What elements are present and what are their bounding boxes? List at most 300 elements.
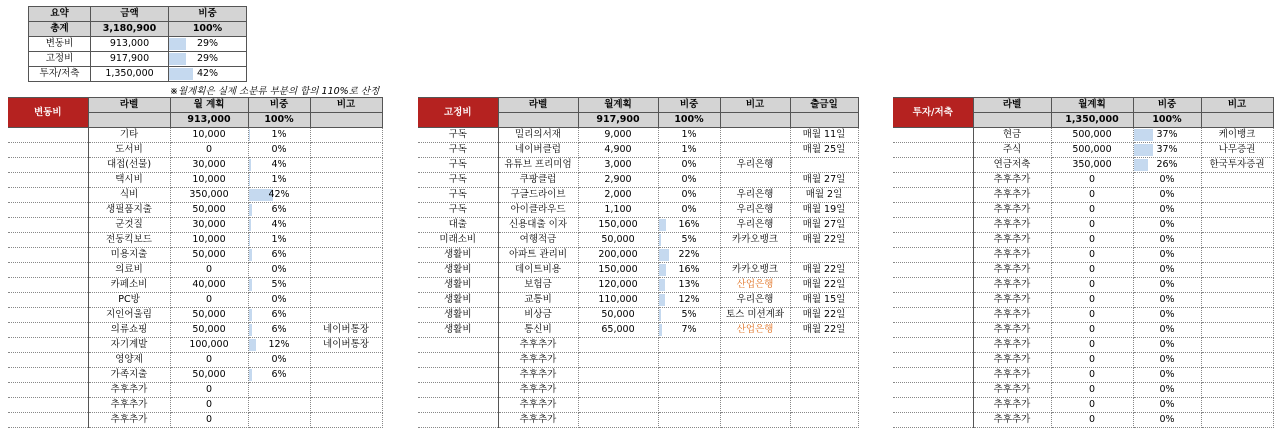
variable-row: [8, 218, 382, 233]
variable-row-amount: 30,000: [170, 158, 248, 173]
variable-row-label: 의료비: [88, 263, 170, 278]
fixed-row: [418, 413, 858, 428]
invest-row-label: 주식: [973, 143, 1051, 158]
variable-row-pct: [248, 413, 310, 428]
fixed-row-label: 비상금: [498, 308, 578, 323]
invest-total-pct: 100%: [1133, 113, 1201, 128]
fixed-row-label: 여행적금: [498, 233, 578, 248]
percent-bar: [659, 234, 661, 246]
variable-row-amount: 0: [170, 143, 248, 158]
fixed-row-label: 쿠팡클럽: [498, 173, 578, 188]
fixed-row: [418, 398, 858, 413]
variable-row-category: [8, 368, 88, 383]
fixed-row-amount: 3,000: [578, 158, 658, 173]
fixed-row-day: 매월 15일: [790, 293, 858, 308]
invest-row-pct: [1133, 248, 1201, 263]
percent-value: 7%: [681, 324, 697, 335]
invest-row-pct: [1133, 413, 1201, 428]
invest-row-note: [1201, 368, 1273, 383]
percent-value: 0%: [1159, 354, 1175, 365]
variable-row-amount: 0: [170, 263, 248, 278]
fixed-total-note: [720, 113, 790, 128]
invest-row: [893, 353, 1273, 368]
fixed-total-amount: 917,900: [578, 113, 658, 128]
invest-row-pct: [1133, 308, 1201, 323]
fixed-row-label: 추후추가: [498, 383, 578, 398]
invest-row-amount: 0: [1051, 353, 1133, 368]
percent-value: 0%: [1159, 264, 1175, 275]
variable-row-note: [310, 278, 382, 293]
summary-pct: 100%: [169, 22, 247, 37]
fixed-row: [418, 323, 858, 338]
summary-row: [29, 37, 247, 52]
fixed-row-pct: [658, 338, 720, 353]
invest-row-note: [1201, 353, 1273, 368]
percent-bar: [249, 174, 250, 186]
variable-row-label: 택시비: [88, 173, 170, 188]
variable-row: [8, 248, 382, 263]
invest-row: [893, 263, 1273, 278]
percent-value: 1%: [271, 234, 287, 245]
invest-row-category: [893, 158, 973, 173]
variable-row: [8, 143, 382, 158]
percent-value: 5%: [681, 234, 697, 245]
fixed-row-amount: 9,000: [578, 128, 658, 143]
invest-row-note: [1201, 278, 1273, 293]
invest-row-amount: 0: [1051, 413, 1133, 428]
fixed-row-note: [720, 248, 790, 263]
invest-row-amount: 0: [1051, 383, 1133, 398]
variable-row: [8, 128, 382, 143]
fixed-row-category: 구독: [418, 158, 498, 173]
variable-header-note: 비고: [310, 98, 382, 113]
invest-row-pct: [1133, 338, 1201, 353]
variable-row-pct: [248, 158, 310, 173]
fixed-row: [418, 308, 858, 323]
variable-header-row: [8, 98, 382, 113]
plan-note: ※월계획은 실제 소분류 부분의 합의 110%로 산정: [170, 86, 380, 97]
fixed-row-category: 대출: [418, 218, 498, 233]
fixed-row-amount: 110,000: [578, 293, 658, 308]
fixed-total-pct: 100%: [658, 113, 720, 128]
fixed-row-amount: 150,000: [578, 263, 658, 278]
invest-row-category: [893, 398, 973, 413]
fixed-row-note: [720, 128, 790, 143]
invest-row-note: [1201, 413, 1273, 428]
fixed-row-day: [790, 158, 858, 173]
fixed-row-category: 생활비: [418, 278, 498, 293]
variable-row-amount: 50,000: [170, 308, 248, 323]
fixed-row-label: 교통비: [498, 293, 578, 308]
fixed-row-note: 우리은행: [720, 203, 790, 218]
fixed-row-amount: [578, 383, 658, 398]
percent-value: 4%: [271, 219, 287, 230]
invest-row-pct: [1133, 383, 1201, 398]
fixed-row-day: 매월 22일: [790, 233, 858, 248]
variable-row-category: [8, 398, 88, 413]
variable-row: [8, 188, 382, 203]
invest-row-pct: [1133, 353, 1201, 368]
percent-value: 37%: [1156, 144, 1178, 155]
variable-row-pct: [248, 338, 310, 353]
summary-table: [28, 6, 247, 82]
percent-value: 0%: [1159, 219, 1175, 230]
percent-value: 0%: [1159, 174, 1175, 185]
summary-row: [29, 52, 247, 67]
invest-row-category: [893, 278, 973, 293]
variable-row-label: 가족지출: [88, 368, 170, 383]
fixed-row-category: [418, 368, 498, 383]
fixed-row-note: [720, 173, 790, 188]
invest-row-category: [893, 308, 973, 323]
fixed-row: [418, 383, 858, 398]
percent-value: 0%: [1159, 309, 1175, 320]
fixed-row-day: [790, 353, 858, 368]
fixed-header-label: 라벨: [498, 98, 578, 113]
variable-header-pct: 비중: [248, 98, 310, 113]
percent-value: 0%: [1159, 279, 1175, 290]
percent-bar: [659, 264, 666, 276]
invest-row-amount: 0: [1051, 278, 1133, 293]
variable-row-note: [310, 353, 382, 368]
fixed-total-label: [498, 113, 578, 128]
variable-row-label: 미용지출: [88, 248, 170, 263]
invest-row-label: 연금저축: [973, 158, 1051, 173]
percent-value: 6%: [271, 249, 287, 260]
variable-row-pct: [248, 143, 310, 158]
variable-row-note: [310, 218, 382, 233]
variable-row-pct: [248, 203, 310, 218]
percent-value: 0%: [1159, 414, 1175, 425]
fixed-row-amount: 4,900: [578, 143, 658, 158]
invest-row-pct: [1133, 188, 1201, 203]
invest-row-label: 추후추가: [973, 203, 1051, 218]
variable-row-note: [310, 233, 382, 248]
fixed-row-day: [790, 413, 858, 428]
fixed-row-pct: [658, 293, 720, 308]
invest-row-amount: 0: [1051, 323, 1133, 338]
invest-row-label: 추후추가: [973, 353, 1051, 368]
percent-value: 37%: [1156, 129, 1178, 140]
invest-row-pct: [1133, 233, 1201, 248]
variable-total-label: [88, 113, 170, 128]
invest-row-label: 추후추가: [973, 338, 1051, 353]
percent-bar: [249, 309, 252, 321]
fixed-row-pct: [658, 353, 720, 368]
invest-row-label: 추후추가: [973, 398, 1051, 413]
invest-table: [893, 97, 1274, 428]
fixed-row-label: 데이트비용: [498, 263, 578, 278]
fixed-row-pct: [658, 383, 720, 398]
variable-row-note: [310, 368, 382, 383]
variable-row-pct: [248, 188, 310, 203]
percent-bar: [249, 369, 252, 381]
percent-value: 0%: [271, 264, 287, 275]
summary-pct: [169, 37, 247, 52]
invest-row: [893, 323, 1273, 338]
summary-label: 고정비: [29, 52, 91, 67]
variable-row-note: [310, 398, 382, 413]
variable-row: [8, 173, 382, 188]
percent-value: 0%: [271, 144, 287, 155]
variable-row-label: 추후추가: [88, 413, 170, 428]
variable-header-amount: 월 계획: [170, 98, 248, 113]
invest-row-amount: 0: [1051, 203, 1133, 218]
invest-row-amount: 0: [1051, 233, 1133, 248]
variable-row-note: [310, 158, 382, 173]
invest-row-note: [1201, 218, 1273, 233]
percent-value: 0%: [1159, 234, 1175, 245]
invest-row-note: [1201, 308, 1273, 323]
invest-row-pct: [1133, 218, 1201, 233]
fixed-row: [418, 248, 858, 263]
percent-value: 6%: [271, 204, 287, 215]
percent-value: 0%: [1159, 294, 1175, 305]
variable-row-amount: 0: [170, 353, 248, 368]
fixed-row: [418, 263, 858, 278]
percent-bar: [249, 324, 252, 336]
invest-row-category: [893, 338, 973, 353]
fixed-row: [418, 278, 858, 293]
invest-row: [893, 338, 1273, 353]
invest-row-amount: 0: [1051, 398, 1133, 413]
summary-amount: 1,350,000: [91, 67, 169, 82]
variable-row-category: [8, 338, 88, 353]
invest-row-note: [1201, 398, 1273, 413]
fixed-row-note: 우리은행: [720, 293, 790, 308]
variable-row-note: [310, 413, 382, 428]
variable-row-label: 카페소비: [88, 278, 170, 293]
fixed-header-amount: 월계획: [578, 98, 658, 113]
fixed-row-pct: [658, 263, 720, 278]
variable-total-pct: 100%: [248, 113, 310, 128]
variable-row-category: [8, 203, 88, 218]
fixed-row-category: [418, 383, 498, 398]
invest-row-label: 추후추가: [973, 173, 1051, 188]
invest-row-note: [1201, 263, 1273, 278]
percent-value: 0%: [681, 159, 697, 170]
fixed-row-day: [790, 368, 858, 383]
invest-row-pct: [1133, 173, 1201, 188]
invest-row-category: [893, 293, 973, 308]
fixed-row: [418, 173, 858, 188]
variable-row-amount: 10,000: [170, 173, 248, 188]
variable-row-category: [8, 413, 88, 428]
fixed-row-label: 추후추가: [498, 353, 578, 368]
invest-header-label: 라벨: [973, 98, 1051, 113]
percent-value: 0%: [1159, 249, 1175, 260]
fixed-row-pct: [658, 278, 720, 293]
fixed-row-note: [720, 338, 790, 353]
fixed-row-amount: 65,000: [578, 323, 658, 338]
invest-row-note: 나무증권: [1201, 143, 1273, 158]
invest-row-pct: [1133, 203, 1201, 218]
invest-row-amount: 0: [1051, 218, 1133, 233]
invest-row-label: 추후추가: [973, 188, 1051, 203]
variable-row-label: 영양제: [88, 353, 170, 368]
percent-value: 16%: [678, 264, 700, 275]
fixed-row-category: 미래소비: [418, 233, 498, 248]
fixed-row-note: [720, 353, 790, 368]
fixed-row-pct: [658, 248, 720, 263]
percent-value: 0%: [271, 354, 287, 365]
variable-row-pct: [248, 218, 310, 233]
invest-row-note: [1201, 248, 1273, 263]
fixed-row: [418, 233, 858, 248]
variable-row-note: [310, 203, 382, 218]
summary-row: [29, 67, 247, 82]
invest-row: [893, 413, 1273, 428]
fixed-row-note: 토스 미션계좌: [720, 308, 790, 323]
invest-row-label: 추후추가: [973, 368, 1051, 383]
invest-row-label: 추후추가: [973, 383, 1051, 398]
fixed-row-note: [720, 368, 790, 383]
percent-bar: [659, 279, 665, 291]
variable-row-label: 대접(선물): [88, 158, 170, 173]
summary-header-pct: 비중: [169, 7, 247, 22]
variable-row-category: [8, 383, 88, 398]
percent-bar: [249, 339, 256, 351]
percent-value: 1%: [681, 144, 697, 155]
invest-row: [893, 128, 1273, 143]
variable-row: [8, 308, 382, 323]
variable-row: [8, 158, 382, 173]
fixed-row-label: 구글드라이브: [498, 188, 578, 203]
fixed-row-day: 매월 22일: [790, 263, 858, 278]
fixed-row-note: 카카오뱅크: [720, 233, 790, 248]
fixed-row: [418, 188, 858, 203]
invest-total-amount: 1,350,000: [1051, 113, 1133, 128]
invest-row-note: [1201, 188, 1273, 203]
variable-row-note: [310, 308, 382, 323]
variable-row-pct: [248, 293, 310, 308]
variable-row-note: [310, 173, 382, 188]
variable-row-label: 도서비: [88, 143, 170, 158]
variable-row-label: 추후추가: [88, 383, 170, 398]
invest-row-amount: 350,000: [1051, 158, 1133, 173]
summary-header-row: [29, 7, 247, 22]
invest-row-category: [893, 248, 973, 263]
percent-bar: [249, 249, 252, 261]
fixed-row-amount: [578, 398, 658, 413]
variable-row: [8, 368, 382, 383]
invest-row-label: 추후추가: [973, 413, 1051, 428]
variable-row-label: 기타: [88, 128, 170, 143]
percent-bar: [249, 129, 250, 141]
variable-row-note: 네이버통장: [310, 323, 382, 338]
invest-row-pct: [1133, 128, 1201, 143]
fixed-row-amount: 1,100: [578, 203, 658, 218]
invest-row-note: [1201, 173, 1273, 188]
fixed-row: [418, 128, 858, 143]
fixed-row: [418, 293, 858, 308]
fixed-row-day: [790, 398, 858, 413]
variable-row-label: PC방: [88, 293, 170, 308]
percent-value: 0%: [271, 294, 287, 305]
invest-row: [893, 293, 1273, 308]
percent-value: 6%: [271, 309, 287, 320]
fixed-row: [418, 218, 858, 233]
summary-amount: 3,180,900: [91, 22, 169, 37]
fixed-row-pct: [658, 203, 720, 218]
fixed-row: [418, 353, 858, 368]
variable-row: [8, 323, 382, 338]
invest-row-amount: 0: [1051, 308, 1133, 323]
variable-row-amount: 10,000: [170, 128, 248, 143]
percent-value: 29%: [196, 53, 219, 64]
fixed-row-amount: 50,000: [578, 233, 658, 248]
variable-row-pct: [248, 263, 310, 278]
percent-value: 0%: [681, 189, 697, 200]
variable-row-category: [8, 248, 88, 263]
fixed-row-day: [790, 248, 858, 263]
variable-row-pct: [248, 248, 310, 263]
invest-row-category: [893, 218, 973, 233]
invest-row: [893, 218, 1273, 233]
invest-title: 투자/저축: [893, 98, 973, 128]
variable-row-note: [310, 143, 382, 158]
fixed-row-note: [720, 383, 790, 398]
variable-row: [8, 353, 382, 368]
percent-value: 6%: [271, 324, 287, 335]
invest-row-label: 현금: [973, 128, 1051, 143]
invest-row-pct: [1133, 158, 1201, 173]
fixed-row-day: 매월 27일: [790, 173, 858, 188]
invest-row: [893, 278, 1273, 293]
invest-row-pct: [1133, 143, 1201, 158]
variable-row-note: [310, 383, 382, 398]
fixed-row-pct: [658, 143, 720, 158]
invest-row-label: 추후추가: [973, 218, 1051, 233]
variable-row: [8, 338, 382, 353]
fixed-row-note: 산업은행: [720, 323, 790, 338]
percent-value: 0%: [1159, 189, 1175, 200]
variable-row: [8, 203, 382, 218]
invest-row-note: [1201, 293, 1273, 308]
percent-value: 0%: [1159, 324, 1175, 335]
fixed-row-category: 생활비: [418, 308, 498, 323]
fixed-row-label: 추후추가: [498, 413, 578, 428]
variable-row-label: 군것질: [88, 218, 170, 233]
fixed-row-day: 매월 11일: [790, 128, 858, 143]
variable-row: [8, 293, 382, 308]
invest-row-label: 추후추가: [973, 248, 1051, 263]
variable-row-note: [310, 248, 382, 263]
fixed-row-category: 생활비: [418, 263, 498, 278]
fixed-row: [418, 368, 858, 383]
invest-row-pct: [1133, 368, 1201, 383]
fixed-row-category: [418, 338, 498, 353]
variable-row-category: [8, 188, 88, 203]
invest-row-amount: 0: [1051, 368, 1133, 383]
fixed-row-amount: [578, 368, 658, 383]
invest-row-pct: [1133, 398, 1201, 413]
invest-row-category: [893, 263, 973, 278]
fixed-row-day: 매월 25일: [790, 143, 858, 158]
variable-row-amount: 10,000: [170, 233, 248, 248]
percent-value: 1%: [681, 129, 697, 140]
variable-row-pct: [248, 398, 310, 413]
fixed-title: 고정비: [418, 98, 498, 128]
fixed-cost-table: [418, 97, 859, 428]
fixed-row-label: 추후추가: [498, 338, 578, 353]
invest-row: [893, 173, 1273, 188]
percent-bar: [249, 234, 250, 246]
invest-header-note: 비고: [1201, 98, 1273, 113]
fixed-row-day: 매월 2일: [790, 188, 858, 203]
fixed-row-label: 추후추가: [498, 368, 578, 383]
variable-row-amount: 50,000: [170, 203, 248, 218]
